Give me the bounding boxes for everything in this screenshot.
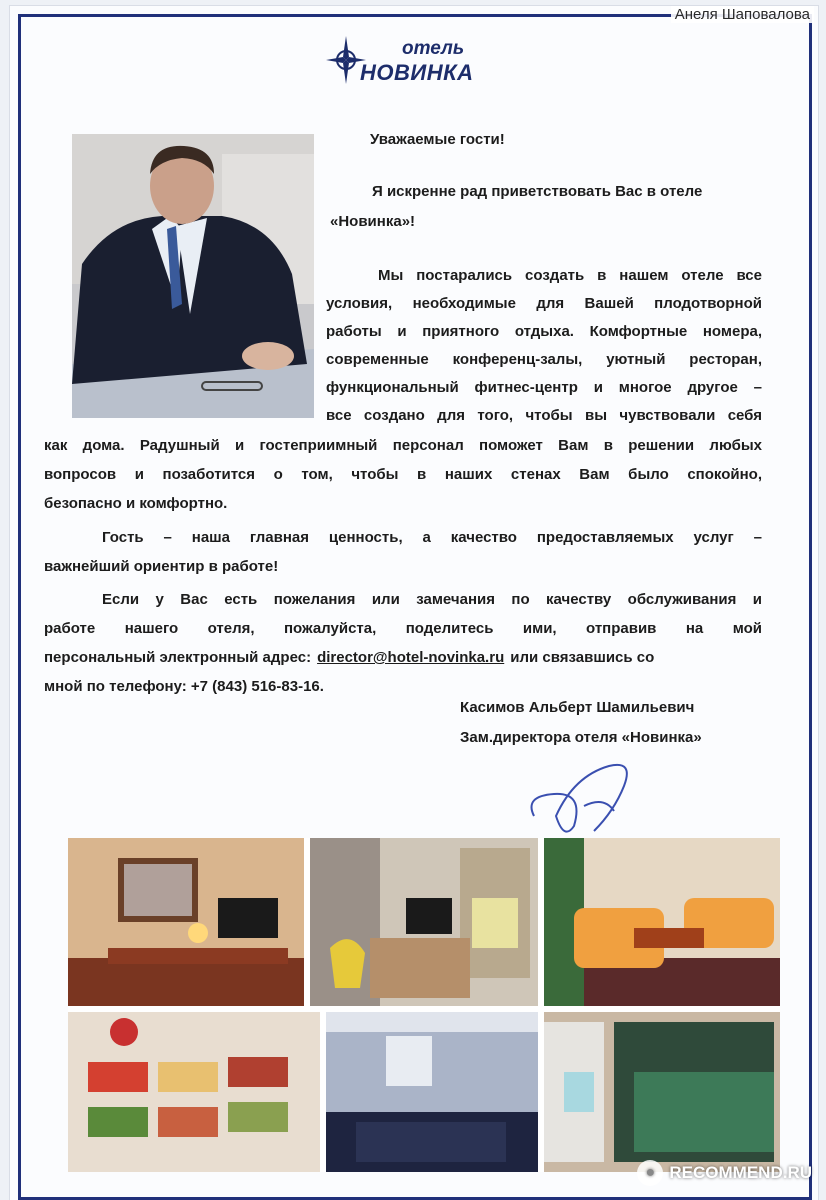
paragraph-1-line: как дома. Радушный и гостеприимный персонал поможет Вам в решении любых [44, 437, 762, 454]
paragraph-1-line: современные конференц-залы, уютный ресторан, [326, 351, 762, 368]
paragraph-1-line: все создано для того, чтобы вы чувствовали себя [326, 407, 762, 424]
welcome-line-1: Я искренне рад приветствовать Вас в отеле [372, 183, 703, 200]
paragraph-1-line: функциональный фитнес-центр и многое другое – [326, 379, 762, 396]
director-email-link[interactable]: director@hotel-novinka.ru [317, 649, 505, 666]
photo-lobby [544, 838, 780, 1006]
paragraph-1-line: Мы постарались создать в нашем отеле все [378, 267, 762, 284]
paragraph-3-line: Если у Вас есть пожелания или замечания по качеству обслуживания и [102, 591, 762, 608]
paragraph-1-line: безопасно и комфортно. [44, 495, 228, 512]
paragraph-1-line: вопросов и позаботится о том, чтобы в наших стенах Вам было спокойно, [44, 466, 762, 483]
logo-name: НОВИНКА [360, 60, 474, 85]
photo-buffet [68, 1012, 320, 1172]
email-label: персональный электронный адрес: [44, 649, 312, 666]
director-photo [72, 134, 314, 418]
recommend-logo-icon: ● [637, 1160, 663, 1186]
letter-sheet [10, 6, 818, 1200]
paragraph-1-line: работы и приятного отдыха. Комфортные номера, [326, 323, 762, 340]
hotel-photo-gallery [68, 838, 780, 1172]
paragraph-1-line: условия, необходимые для Вашей плодотворной [326, 295, 762, 312]
signer-title: Зам.директора отеля «Новинка» [460, 729, 702, 746]
watermark-text: RECOMMEND.RU [669, 1163, 812, 1182]
paragraph-2-line: важнейший ориентир в работе! [44, 558, 279, 575]
photo-room-bed [310, 838, 538, 1006]
hotel-logo [326, 32, 504, 88]
logo-prefix: отель [402, 38, 465, 59]
paragraph-3-line: работе нашего отеля, пожалуйста, поделитесь ими, отправив на мой [44, 620, 762, 637]
photo-room-desk [68, 838, 304, 1006]
paragraph-2-line: Гость – наша главная ценность, а качество предоставляемых услуг – [102, 529, 762, 546]
email-suffix: или связавшись со [510, 649, 655, 666]
signature [514, 746, 664, 846]
signer-name: Касимов Альберт Шамильевич [460, 699, 695, 716]
photo-conference-hall [326, 1012, 538, 1172]
paragraph-3-line [44, 644, 762, 672]
photo-pool [544, 1012, 780, 1172]
welcome-line-2: «Новинка»! [330, 213, 416, 230]
watermark [637, 1160, 812, 1186]
uploader-username: Анеля Шаповалова [671, 6, 814, 23]
greeting: Уважаемые гости! [370, 131, 505, 148]
phone-line: мной по телефону: +7 (843) 516-83-16. [44, 678, 324, 695]
